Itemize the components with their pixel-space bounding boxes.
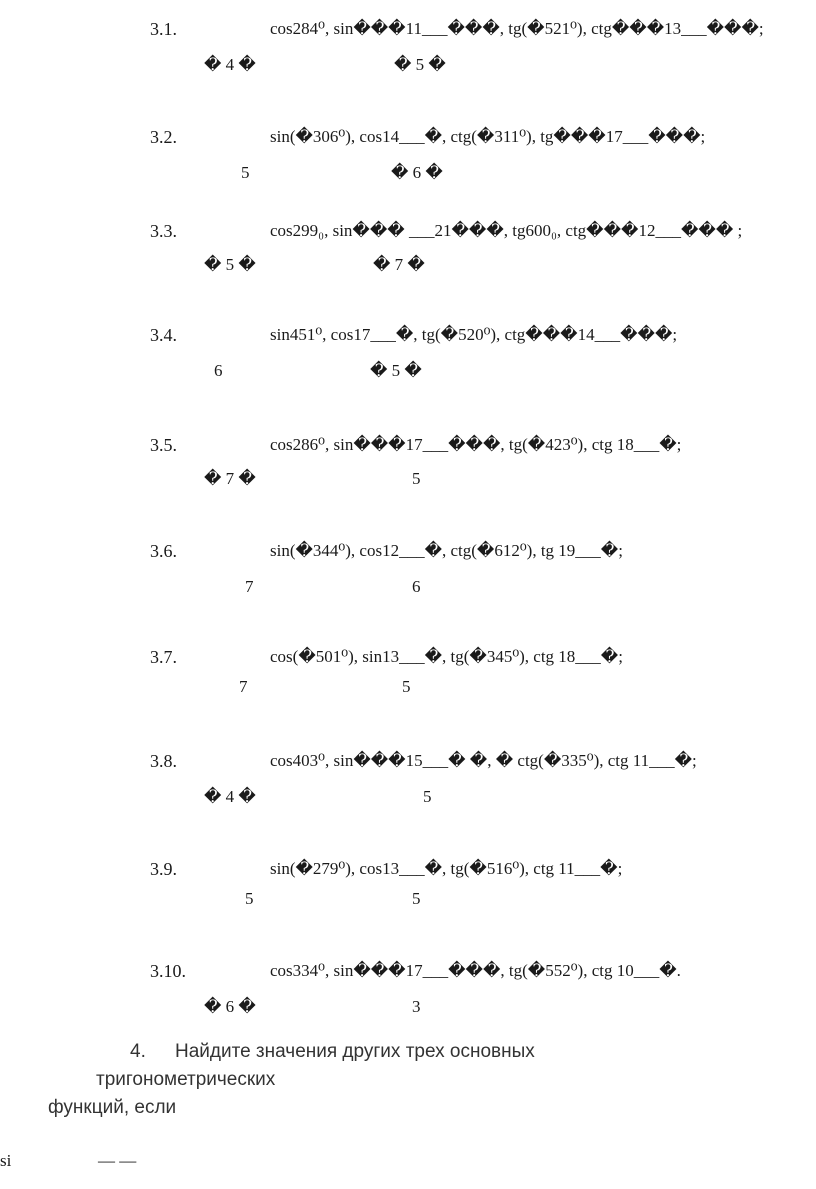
task-text-line-1: Найдите значения других трех основных [175,1041,535,1062]
problem-number: 3.10. [150,961,186,981]
problem-expression: sin451⁰, cos17___�, tg(�520⁰), ctg���14___���; [270,325,678,344]
task-text-line-2: тригонометрических [96,1069,276,1090]
problem-expression: sin(�344⁰), cos12___�, ctg(�612⁰), tg 19___�; [270,541,623,560]
problem-subscript-right: 5 [412,469,421,488]
problem-subscript-left: � 7 � [204,469,256,488]
problem-expression: cos334⁰, sin���17___���, tg(�552⁰), ctg 10___�. [270,961,681,980]
problem-subscript-left: 5 [241,163,250,182]
problem-subscript-left: 7 [245,577,254,596]
problem-expression: cos299₀, sin��� ___21���, tg600₀, ctg���12___��� ; [270,221,743,240]
problem-subscript-left: 6 [214,361,223,380]
problem-expression: cos403⁰, sin���15___� �, � ctg(�335⁰), ctg 11___�; [270,751,697,770]
problem-subscript-right: 5 [423,787,432,806]
problem-subscript-left: � 4 � [204,55,256,74]
problem-number: 3.3. [150,221,177,241]
problem-subscript-right: � 6 � [391,163,443,182]
problem-subscript-right: � 5 � [394,55,446,74]
problem-subscript-right: 5 [402,677,411,696]
problem-subscript-right: 6 [412,577,421,596]
problem-subscript-right: � 7 � [373,255,425,274]
problem-number: 3.8. [150,751,177,771]
problem-subscript-right: 3 [412,997,421,1016]
problem-number: 3.9. [150,859,177,879]
problem-subscript-left: � 4 � [204,787,256,806]
problem-expression: cos284⁰, sin���11___���, tg(�521⁰), ctg���13___���; [270,19,764,38]
problem-expression: sin(�279⁰), cos13___�, tg(�516⁰), ctg 11___�; [270,859,623,878]
problem-number: 3.6. [150,541,177,561]
problem-number: 3.4. [150,325,177,345]
problem-expression: sin(�306⁰), cos14___�, ctg(�311⁰), tg���17___���; [270,127,706,146]
problem-subscript-left: 7 [239,677,248,696]
footer-fragment: si [0,1151,12,1170]
problem-number: 3.5. [150,435,177,455]
footer-dashes: — — [98,1151,137,1170]
problem-subscript-left: � 5 � [204,255,256,274]
problem-subscript-right: � 5 � [370,361,422,380]
task-text-line-3: функций, если [48,1097,177,1118]
problem-subscript-right: 5 [412,889,421,908]
problem-expression: cos286⁰, sin���17___���, tg(�423⁰), ctg 18___�; [270,435,682,454]
problem-expression: cos(�501⁰), sin13___�, tg(�345⁰), ctg 18___�; [270,647,623,666]
problem-number: 3.7. [150,647,177,667]
problem-subscript-left: � 6 � [204,997,256,1016]
problem-number: 3.2. [150,127,177,147]
problem-subscript-left: 5 [245,889,254,908]
problem-number: 3.1. [150,19,177,39]
task-number: 4. [130,1041,146,1062]
